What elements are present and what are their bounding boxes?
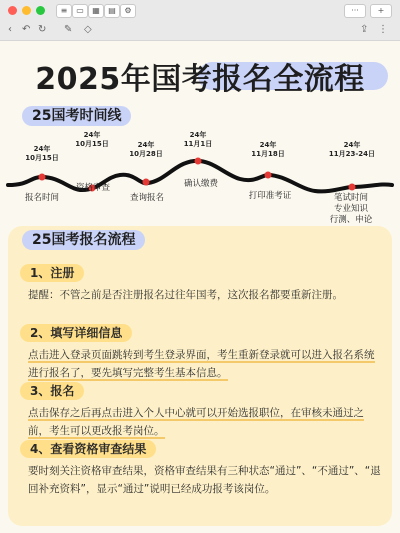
timeline-date-5: 24年 11月18日	[251, 141, 285, 158]
timeline-label-2: 资格审查	[75, 183, 110, 193]
timeline-label-1: 报名时间	[24, 193, 59, 203]
share-icon[interactable]: ⇪	[360, 24, 369, 35]
timeline-date-6: 24年 11月23-24日	[328, 141, 376, 158]
timeline-dot-3	[143, 179, 150, 186]
more-tabs-button[interactable]: ···	[344, 4, 366, 18]
step-2-heading: 2、填写详细信息	[20, 324, 132, 342]
step-4-text: 要时刻关注资格审查结果，资格审查结果有三种状态“通过”、“不通过”、“退回补充资料”，显示“通过”说明已经成功报考该岗位。	[28, 465, 381, 495]
close-window-button[interactable]	[8, 6, 17, 15]
timeline-label-4: 确认缴费	[183, 179, 218, 189]
timeline-date-2: 24年 10月15日	[75, 131, 109, 148]
window-view-button[interactable]: ▭	[72, 4, 88, 18]
timeline-label-6: 笔试时间 专业知识 行测、申论	[329, 193, 373, 225]
timeline-dot-4	[195, 158, 202, 165]
step-4-heading: 4、查看资格审查结果	[20, 440, 156, 458]
new-tab-button[interactable]: +	[370, 4, 392, 18]
timeline-dot-5	[265, 172, 272, 179]
settings-button[interactable]: ⚙	[120, 4, 136, 18]
page-title: 2025年国考报名全流程	[35, 62, 365, 97]
step-1-heading: 1、注册	[20, 264, 84, 282]
browser-chrome	[0, 0, 400, 41]
timeline-label-3: 查询报名	[129, 193, 164, 203]
step-2-text: 点击进入登录页面跳转到考生登录界面，考生重新登录就可以进入报名系统进行报名了，要先填写完整考生基本信息。	[28, 349, 375, 379]
reader-view-button[interactable]: ▤	[104, 4, 120, 18]
timeline-date-4: 24年 11月1日	[183, 131, 213, 148]
maximize-window-button[interactable]	[36, 6, 45, 15]
eraser-icon[interactable]: ◇	[84, 24, 92, 35]
step-3-heading: 3、报名	[20, 382, 84, 400]
undo-icon[interactable]: ↶	[22, 24, 31, 35]
grid-view-button[interactable]: ▦	[88, 4, 104, 18]
process-section-title: 25国考报名流程	[22, 230, 145, 250]
nav-toolbar	[0, 20, 400, 40]
step-1-text: 提醒：不管之前是否注册报名过往年国考，这次报名都要重新注册。	[28, 289, 343, 301]
minimize-window-button[interactable]	[22, 6, 31, 15]
timeline-dot-1	[39, 174, 46, 181]
more-icon[interactable]: ⋮	[378, 24, 388, 35]
sidebar-toggle-button[interactable]: ≡	[56, 4, 72, 18]
timeline-label-5: 打印准考证	[248, 191, 292, 201]
timeline-section-title: 25国考时间线	[22, 106, 131, 126]
title-bar	[0, 0, 400, 20]
timeline-date-1: 24年 10月15日	[25, 145, 59, 162]
timeline-date-3: 24年 10月28日	[129, 141, 163, 158]
refresh-icon[interactable]: ↻	[38, 24, 47, 35]
back-icon[interactable]: ‹	[8, 24, 12, 35]
step-3-text: 点击保存之后再点击进入个人中心就可以开始选报职位，在审核未通过之前，考生可以更改报考岗位。	[28, 407, 364, 437]
process-card	[8, 226, 392, 526]
timeline-dot-6	[349, 184, 356, 191]
content-page	[0, 40, 400, 533]
pen-icon[interactable]: ✎	[64, 24, 73, 35]
